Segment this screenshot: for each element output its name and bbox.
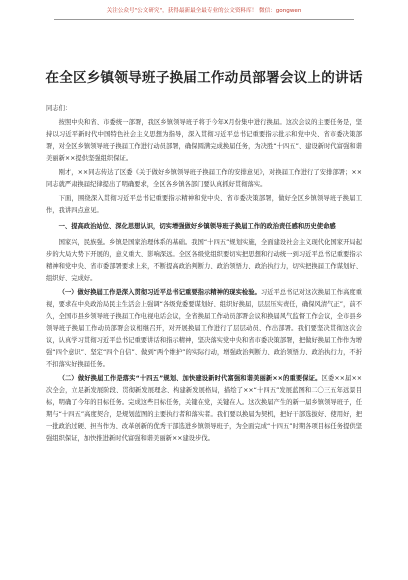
header-banner: 关注公众号"公文研究"，获得最新最全最专业的公文资料库！ 微信：gongwen <box>106 8 302 14</box>
section-heading: 一、提高政治站位、深化思想认识，切实增强做好乡镇领导班子换届工作的政治责任感和历史使命感 <box>58 223 336 230</box>
subsection-paragraph <box>46 373 362 445</box>
subsection-heading: （二）做好换届工作是落实“十四五”规划、加快建设新时代富强和谐美丽新××的重要保证。 <box>58 375 322 382</box>
header-divider <box>54 19 354 20</box>
paragraph: 国家兴，民族强。乡镇是国家治理体系的基础。我国“十四五”规划实施，全面建设社会主义现代化国家开局起步的大局大势下开展的，意义重大、影响深远。全区各级党组织要切实把思想和行动统一到习近平总书记重要指示精神和党中央、省市委部署要求上来，不断提高政治判断力、政治领悟力、政治执行力，切实把换届工作谋划好、组织好、完成好。 <box>46 239 362 282</box>
paragraph: 按照中央和省、市委统一部署，我区乡镇领导班子将于今年X月份集中进行换届。这次会议的主要任务是，坚持以习近平新时代中国特色社会主义思想为指导，深入贯彻习近平总书记重要指示批示和党中央、省市委决策部署，对全区乡镇领导班子换届工作进行动员部署，确保圆满完成换届任务，为决胜“十四五”、建设新时代富强和谐美丽新××提供坚强组织保证。 <box>46 119 362 162</box>
subsection-body: 习近平总书记对这次换届工作高度重视，要求在中央政治局民主生活会上强调“各级党委要谋划好、组织好换届，层层压实责任，确保风清气正”，前不久，全国市县乡领导班子换届工作电视电话会议，全省换届工作动员部署会议和换届风气监督工作会议，全市县乡领导班子换届工作动员部署会议相继召开，对开展换届工作进行了层层动员、作出部署。我们要坚决贯彻这次会议，认真学习贯彻习近平总书记重要讲话和指示精神，坚决落实党中央和省市委决策部署，把做好换届工作作为增强“四个意识”、坚定“四个自信”、做到“两个维护”的实际行动，增强政治判断力、政治领悟力、政治执行力，不折不扣落实好换届任务。 <box>46 289 363 368</box>
subsection-paragraph <box>46 287 362 371</box>
salutation: 同志们： <box>46 105 72 112</box>
subsection-body: 区委××届××次全会，立足新发展阶段、贯彻新发展理念、构建新发展格局，描绘了××“十四五”发展蓝图和二〇三五年远景目标，明确了今年的目标任务。完成这些目标任务，关键在党，关键在人。这次换届产生的新一届乡镇领导班子，任期与“十四五”高度契合，是规划蓝图的主要执行者和落实者。我们要以换届为契机，把好干部选拔好、使用好，把一批政治过硬、担当作为、改革创新的优秀干部选进乡镇领导班子，为全面完成“十四五”时期各项目标任务提供坚强组织保证，加快推进新时代富强和谐美丽新××建设步伐。 <box>46 375 362 442</box>
subsection-heading: （一）做好换届工作是深入贯彻习近平总书记重要指示精神的现实检验。 <box>58 289 261 296</box>
document-title: 在全区乡镇领导班子换届工作动员部署会议上的讲话 <box>45 70 363 86</box>
paragraph: 刚才，××同志传达了区委《关于做好乡镇领导班子换届工作的安排意见》，对换届工作进行了安排部署；××同志就严肃换届纪律提出了明确要求，全区各乡镇各部门要认真抓好贯彻落实。 <box>46 169 362 188</box>
paragraph: 下面，围绕深入贯彻习近平总书记重要指示精神和党中央、省市委决策部署，做好全区乡镇领导班子换届工作，我讲四点意见。 <box>46 195 362 214</box>
document-body <box>46 103 362 447</box>
